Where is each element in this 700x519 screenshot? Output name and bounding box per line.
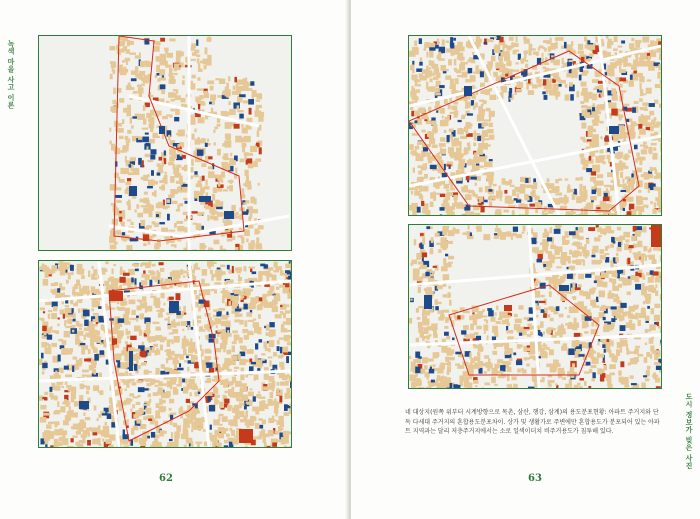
map-top-right-image — [409, 36, 661, 215]
right-page-number: 63 — [528, 473, 542, 484]
map-top-right — [408, 35, 662, 216]
map-bottom-left — [38, 260, 292, 448]
right-page — [351, 0, 700, 519]
map-top-left — [38, 35, 292, 251]
map-bottom-right — [408, 224, 662, 389]
left-page-number: 62 — [159, 473, 173, 484]
map-bottom-right-image — [409, 225, 661, 388]
map-caption: 네 대상지(원쪽 위부터 시계방향으로 목촌, 삼산, 행강, 삼계)의 용도분포현황: 아파트 주거지와 단독 다세대 주거지의 혼합용도분포차이. 상가 및 생활가로 주변에만 혼합용도가 분포되어 있는 아파트 지역과는 달리 저층주거지에서는 소로 일색이더치 비주거용도가 침투해 있다. — [405, 409, 660, 436]
left-running-head: 녹색 마을 사고 이론 — [7, 40, 15, 109]
right-running-head: 도시 정보가 빚은 사진 — [685, 393, 693, 470]
map-bottom-left-image — [39, 261, 291, 447]
left-page — [0, 0, 349, 519]
map-top-left-image — [39, 36, 291, 250]
